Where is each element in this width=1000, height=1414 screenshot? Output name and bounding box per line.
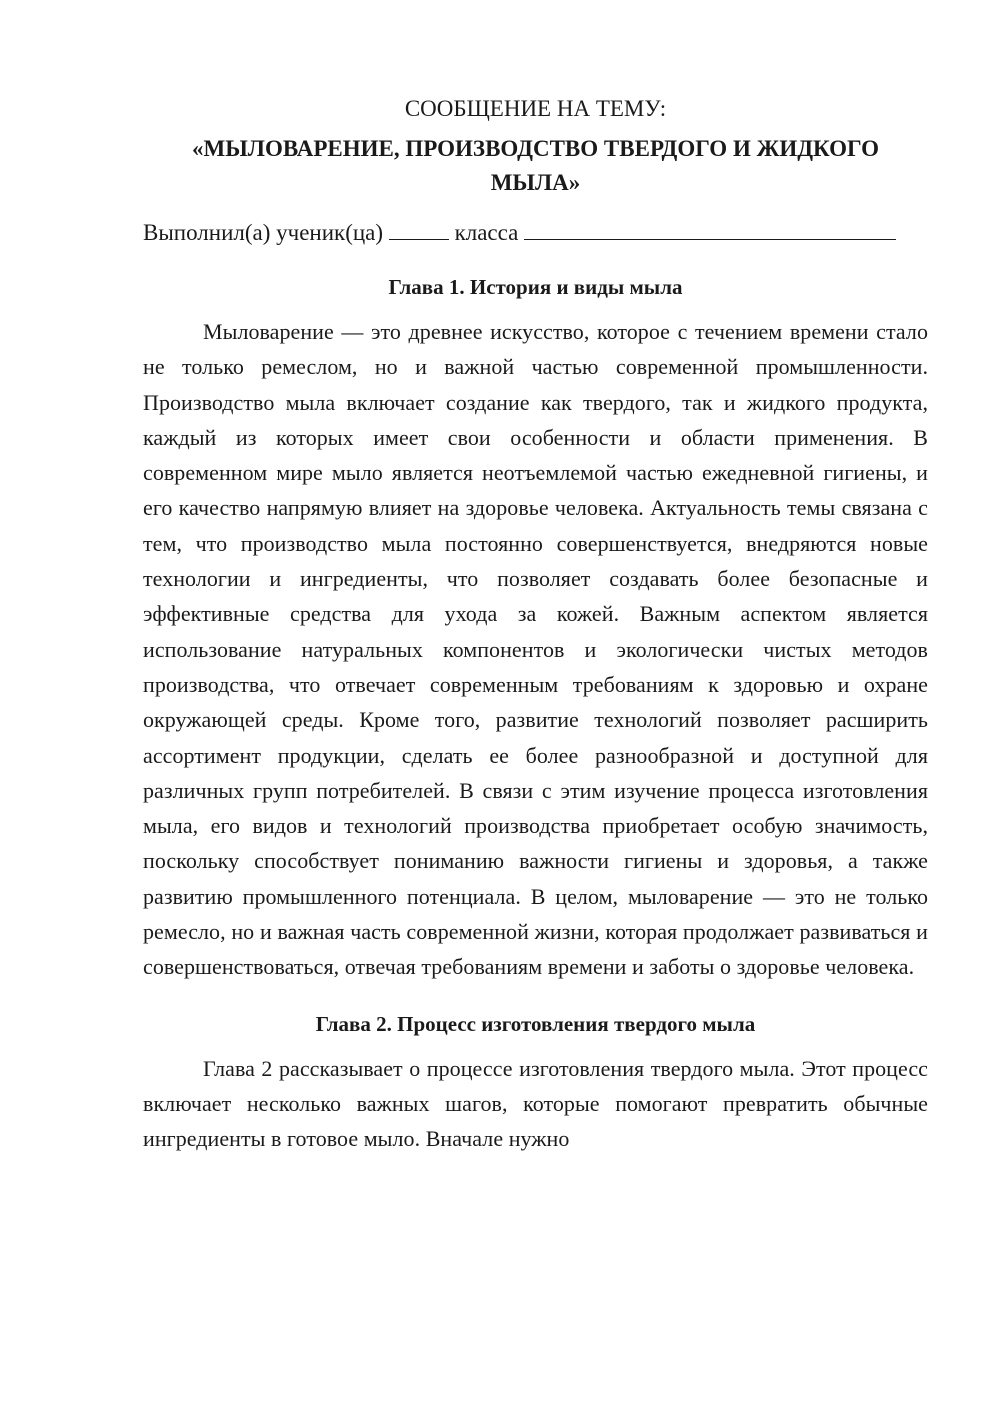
title-prefix: СООБЩЕНИЕ НА ТЕМУ: — [404, 96, 667, 121]
chapter-2-heading: Глава 2. Процесс изготовления твердого мыла — [315, 1011, 756, 1036]
chapter-1-paragraph: Мыловарение — это древнее искусство, которое с течением времени стало не только ремеслом, но и важной частью современной промышленности. Производство мыла включает создание как твердого, так и жидкого продукта, каждый из которых имеет свои особенности и области применения. В современном мире мыло является неотъемлемой частью ежедневной гигиены, и его качество напрямую влияет на здоровье человека. Актуальность темы связана с тем, что производство мыла постоянно совершенствуется, внедряются новые технологии и ингредиенты, что позволяет создавать более безопасные и эффективные средства для ухода за кожей. Важным аспектом является использование натуральных компонентов и экологически чистых методов производства, что отвечает современным требованиям к здоровью и охране окружающей среды. Кроме того, развитие технологий позволяет расширить ассортимент продукции, сделать ее более разнообразной и доступной для различных групп потребителей. В связи с этим изучение процесса изготовления мыла, его видов и технологий производства приобретает особую значимость, поскольку способствует пониманию важности гигиены и здоровья, а также развитию промышленного потенциала. В целом, мыловарение — это не только ремесло, но и важная часть современной жизни, которая продолжает развиваться и совершенствоваться, отвечая требованиям времени и заботы о здоровье человека. — [143, 319, 928, 980]
student-name-blank — [524, 219, 896, 240]
class-label: класса — [454, 220, 519, 245]
document-title: «МЫЛОВАРЕНИЕ, ПРОИЗВОДСТВО ТВЕРДОГО И ЖИДКОГО МЫЛА» — [192, 136, 879, 195]
chapter-1-heading: Глава 1. История и виды мыла — [388, 275, 683, 299]
document-page — [143, 92, 928, 1157]
author-label: Выполнил(а) ученик(ца) — [143, 220, 384, 245]
author-line — [143, 216, 928, 250]
class-number-blank — [389, 219, 449, 240]
chapter-2-paragraph: Глава 2 рассказывает о процессе изготовления твердого мыла. Этот процесс включает несколько важных шагов, которые помогают превратить обычные ингредиенты в готовое мыло. Вначале нужно — [143, 1055, 928, 1152]
